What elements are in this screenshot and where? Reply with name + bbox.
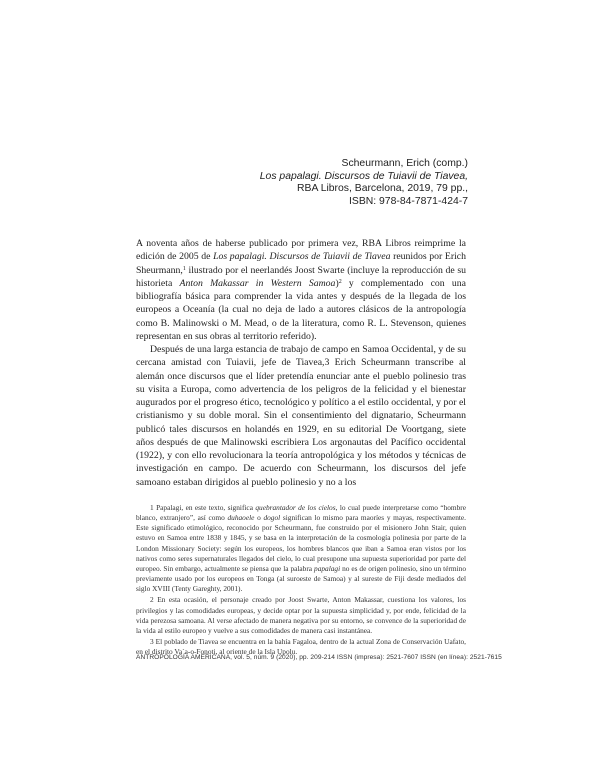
- paragraph-1: A noventa años de haberse publicado por primera vez, RBA Libros reimprime la edición de 2005 de Los papalagi. Discursos de Tuiavii de Tiavea reunidos por Erich Sheurmann,$^1$ ilustrado por el neerlandés Joost Swarte (incluye la reproducción de su historieta Anton Makassar in Western Samoa)$^2$ y complementado con una bibliografía básica para comprender la vida antes y después de la llegada de los europeos a Oceanía (la cual no deja de lado a autores clásicos de la antropología como B. Malinowski o M. Mead, o de la literatura, como R. L. Stevenson, quienes representan en sus obras al territorio referido).: [136, 238, 466, 342]
- footnote-2: 2 En esta ocasión, el personaje creado por Joost Swarte, Anton Makassar, cuestiona los valores, los privilegios y las comodidades europeas, y decide optar por la supuesta simplicidad y, por ende, felicidad de la vida perezosa samoana. Al verse afectado de manera negativa por su entorno, se convence de la superioridad de la vida al estilo europeo y vuelve a sus comodidades de manera casi instantánea.: [136, 595, 466, 635]
- paragraph-2: Después de una larga estancia de trabajo de campo en Samoa Occidental, y de su cercana amistad con Tuiavii, jefe de Tiavea,3 Erich Scheurmann transcribe al alemán once discursos que el líder pretendía enunciar ante el pueblo polinesio tras su visita a Europa, como advertencia de los peligros de la felicidad y el bienestar augurados por el progreso ético, tecnológico y político a el estilo occidental, y por el cristianismo y su doble moral. Sin el consentimiento del dignatario, Scheurmann publicó tales discursos en holandés en 1929, en su editorial De Voortgang, siete años después de que Malinowski escribiera Los argonautas del Pacífico occidental (1922), y con ello revolucionara la teoría antropológica y los métodos y técnicas de investigación en campo. De acuerdo con Scheurmann, los discursos del jefe samoano estaban dirigidos al pueblo polinesio y no a los: [136, 344, 466, 488]
- journal-footer: ANTROPOLOGÍA AMERICANA, vol. 5, núm. 9 (2020), pp. 209-214 ISSN (impresa): 2521-7607 ISSN (en línea): 2521-7615: [136, 654, 502, 661]
- footnotes: [136, 503, 466, 658]
- book-isbn: ISBN: 978-84-7871-424-7: [349, 195, 468, 207]
- footnote-ref-2: 2: [338, 278, 342, 285]
- review-body: [136, 237, 466, 489]
- book-author: Scheurmann, Erich (comp.): [341, 158, 468, 169]
- book-publisher: RBA Libros, Barcelona, 2019, 79 pp.,: [297, 183, 468, 194]
- footnote-ref-1: 1: [182, 265, 186, 272]
- book-title: Los papalagi. Discursos de Tuiavii de Tiavea,: [259, 170, 468, 182]
- footnote-1: 1 Papalagi, en este texto, significa quebrantador de los cielos, lo cual puede interpretarse como “hombre blanco, extranjero”, así como duhaoele o dogol significan lo mismo para maoríes y mayas, respectivamente. Este significado etimológico, reconocido por Scheurmann, fue construido por el misionero John Stair, quien estuvo en Samoa entre 1838 y 1845, y se basa en la interpretación de la cosmología polinesia por parte de la London Missionary Society: según los europeos, los hombres blancos que iban a Samoa eran vistos por los nativos como seres supernaturales llegados del cielo, lo cual presupone una supuesta superioridad por parte del europeo. Sin embargo, actualmente se piensa que la palabra papalagi no es de origen polinesio, sino un término previamente usado por los europeos en Tonga (al suroeste de Samoa) y al sureste de Fiji desde mediados del siglo XVIII (Tenty Gareghty, 2001).: [136, 503, 467, 594]
- book-reference: [260, 158, 468, 208]
- footnote-3: 3 El poblado de Tiavea se encuentra en la bahía Fagaloa, dentro de la actual Zona de Conservación Uafato, en el distrito Va´a-o-Fonoti, al oriente de la Isla Upolu.: [136, 637, 466, 657]
